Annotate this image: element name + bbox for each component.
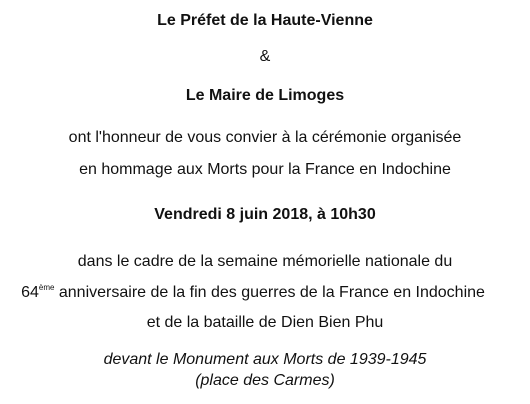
event-date-time: Vendredi 8 juin 2018, à 10h30 [154,206,376,223]
location-line-2: (place des Carmes) [195,372,335,389]
context-line-2-text: anniversaire de la fin des guerres de la France en Indochine [54,284,485,301]
anniversary-number: 64 [21,284,39,301]
location-line-1: devant le Monument aux Morts de 1939-1945 [103,351,427,368]
host-mayor: Le Maire de Limoges [185,87,345,104]
ordinal-suffix: ème [38,283,55,292]
context-line-1: dans le cadre de la semaine mémorielle nationale du [77,253,453,270]
ampersand: & [259,48,271,65]
context-line-3: et de la bataille de Dien Bien Phu [146,314,384,331]
invitation-text-line-2: en hommage aux Morts pour la France en Indochine [79,161,451,178]
invitation-text-line-1: ont l'honneur de vous convier à la cérémonie organisée [68,129,462,146]
context-line-2 [0,283,518,303]
host-prefect: Le Préfet de la Haute-Vienne [157,12,373,29]
